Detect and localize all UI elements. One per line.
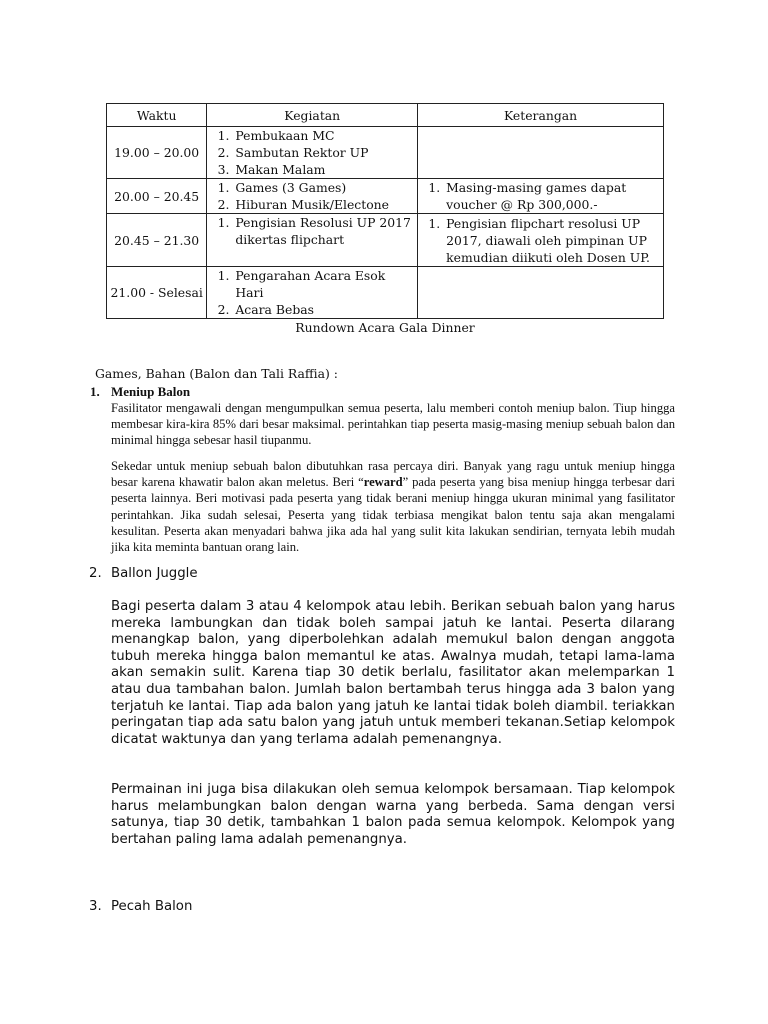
row-time: 20.45 – 21.30 (107, 214, 207, 267)
section-1-number: 1. (90, 384, 100, 399)
section-1-title: Meniup Balon (111, 384, 191, 399)
row-notes (418, 179, 664, 214)
table-row (107, 214, 664, 267)
row-time: 21.00 - Selesai (107, 267, 207, 319)
section-2-paragraph-2: Permainan ini juga bisa dilakukan oleh semua kelompok bersamaan. Tiap kelompok harus melambungkan balon dengan warna yang berbeda. Sama dengan versi satunya, tiap 30 detik, tambahkan 1 balon pada semua kelompok. Kelompok yang bertahan paling lama adalah pemenangnya. (111, 782, 675, 847)
header-kegiatan: Kegiatan (207, 104, 418, 127)
row-activities (207, 127, 418, 179)
row-activities (207, 214, 418, 267)
activity-item: 1. Games (3 Games) (233, 179, 415, 196)
activity-item: 2. Hiburan Musik/Electone (233, 196, 415, 213)
section-3-number: 3. (89, 899, 102, 914)
table-caption: Rundown Acara Gala Dinner (295, 320, 475, 335)
section-1-paragraph-2 (111, 458, 675, 555)
rundown-table (106, 103, 664, 319)
activity-item: 1. Pengisian Resolusi UP 2017 dikertas flipchart (233, 214, 415, 248)
section-3-title: Pecah Balon (111, 899, 193, 914)
section-2-number: 2. (89, 566, 102, 581)
section-2-title: Ballon Juggle (111, 566, 198, 581)
para2-text-start: Sekedar untuk meniup sebuah balon dibutuhkan rasa percaya diri. Banyak yang ragu untuk meniup hingga besar karena khawatir balon akan meletus. Beri “ (111, 459, 675, 490)
activity-item: 3. Makan Malam (233, 161, 415, 178)
header-waktu: Waktu (107, 104, 207, 127)
note-item: 1. Pengisian flipchart resolusi UP 2017, diawali oleh pimpinan UP kemudian diikuti oleh Dosen UP. (444, 215, 661, 266)
row-notes-empty (418, 267, 664, 319)
para2-text-end: ” pada peserta yang bisa meniup hingga terbesar dari peserta lainnya. Beri motivasi pada peserta yang tidak berani meniup hingga ukuran minimal yang fasilitator perintahkan. Jika sudah selesai, Peserta yang tidak terbiasa mengikat balon tentu saja akan mengalami kesulitan. Peserta akan menyadari bahwa jika ada hal yang sulit kita lakukan sendirian, ternyata lebih mudah jika kita meminta bantuan orang lain. (111, 475, 675, 555)
row-activities (207, 267, 418, 319)
activity-item: 1. Pembukaan MC (233, 127, 415, 144)
table-row (107, 267, 664, 319)
activity-item: 2. Acara Bebas (233, 301, 415, 318)
section-2-paragraph-1: Bagi peserta dalam 3 atau 4 kelompok atau lebih. Berikan sebuah balon yang harus mereka lambungkan dan tidak boleh sampai jatuh ke lantai. Peserta dilarang menangkap balon, yang diperbolehkan adalah memukul balon dengan anggota tubuh mereka hingga balon memantul ke atas. Awalnya mudah, tetapi lama-lama akan semakin sulit. Karena tiap 30 detik berlalu, fasilitator akan melemparkan 1 atau dua tambahan balon. Jumlah balon bertambah terus hingga ada 3 balon yang terjatuh ke lantai. Tiap ada balon yang jatuh ke lantai tidak boleh diambil. teriakkan peringatan tiap ada satu balon yang jatuh untuk memberi tekanan.Setiap kelompok dicatat waktunya dan yang terlama adalah pemenangnya. (111, 599, 675, 747)
row-activities (207, 179, 418, 214)
reward-keyword: reward (363, 475, 403, 490)
row-time: 19.00 – 20.00 (107, 127, 207, 179)
table-row (107, 127, 664, 179)
row-notes (418, 214, 664, 267)
games-heading: Games, Bahan (Balon dan Tali Raffia) : (95, 366, 338, 381)
table-header-row (107, 104, 664, 127)
row-notes-empty (418, 127, 664, 179)
header-keterangan: Keterangan (418, 104, 664, 127)
section-1-paragraph-1: Fasilitator mengawali dengan mengumpulkan semua peserta, lalu memberi contoh meniup balon. Tiup hingga membesar kira-kira 85% dari besar maksimal. perintahkan tiap peserta masig-masing meniup sebuah balon dan minimal hingga sebesar hasil tiupanmu. (111, 401, 675, 448)
activity-item: 2. Sambutan Rektor UP (233, 144, 415, 161)
table-row (107, 179, 664, 214)
activity-item: 1. Pengarahan Acara Esok Hari (233, 267, 415, 301)
row-time: 20.00 – 20.45 (107, 179, 207, 214)
note-item: 1. Masing-masing games dapat voucher @ Rp 300,000.- (444, 179, 661, 213)
